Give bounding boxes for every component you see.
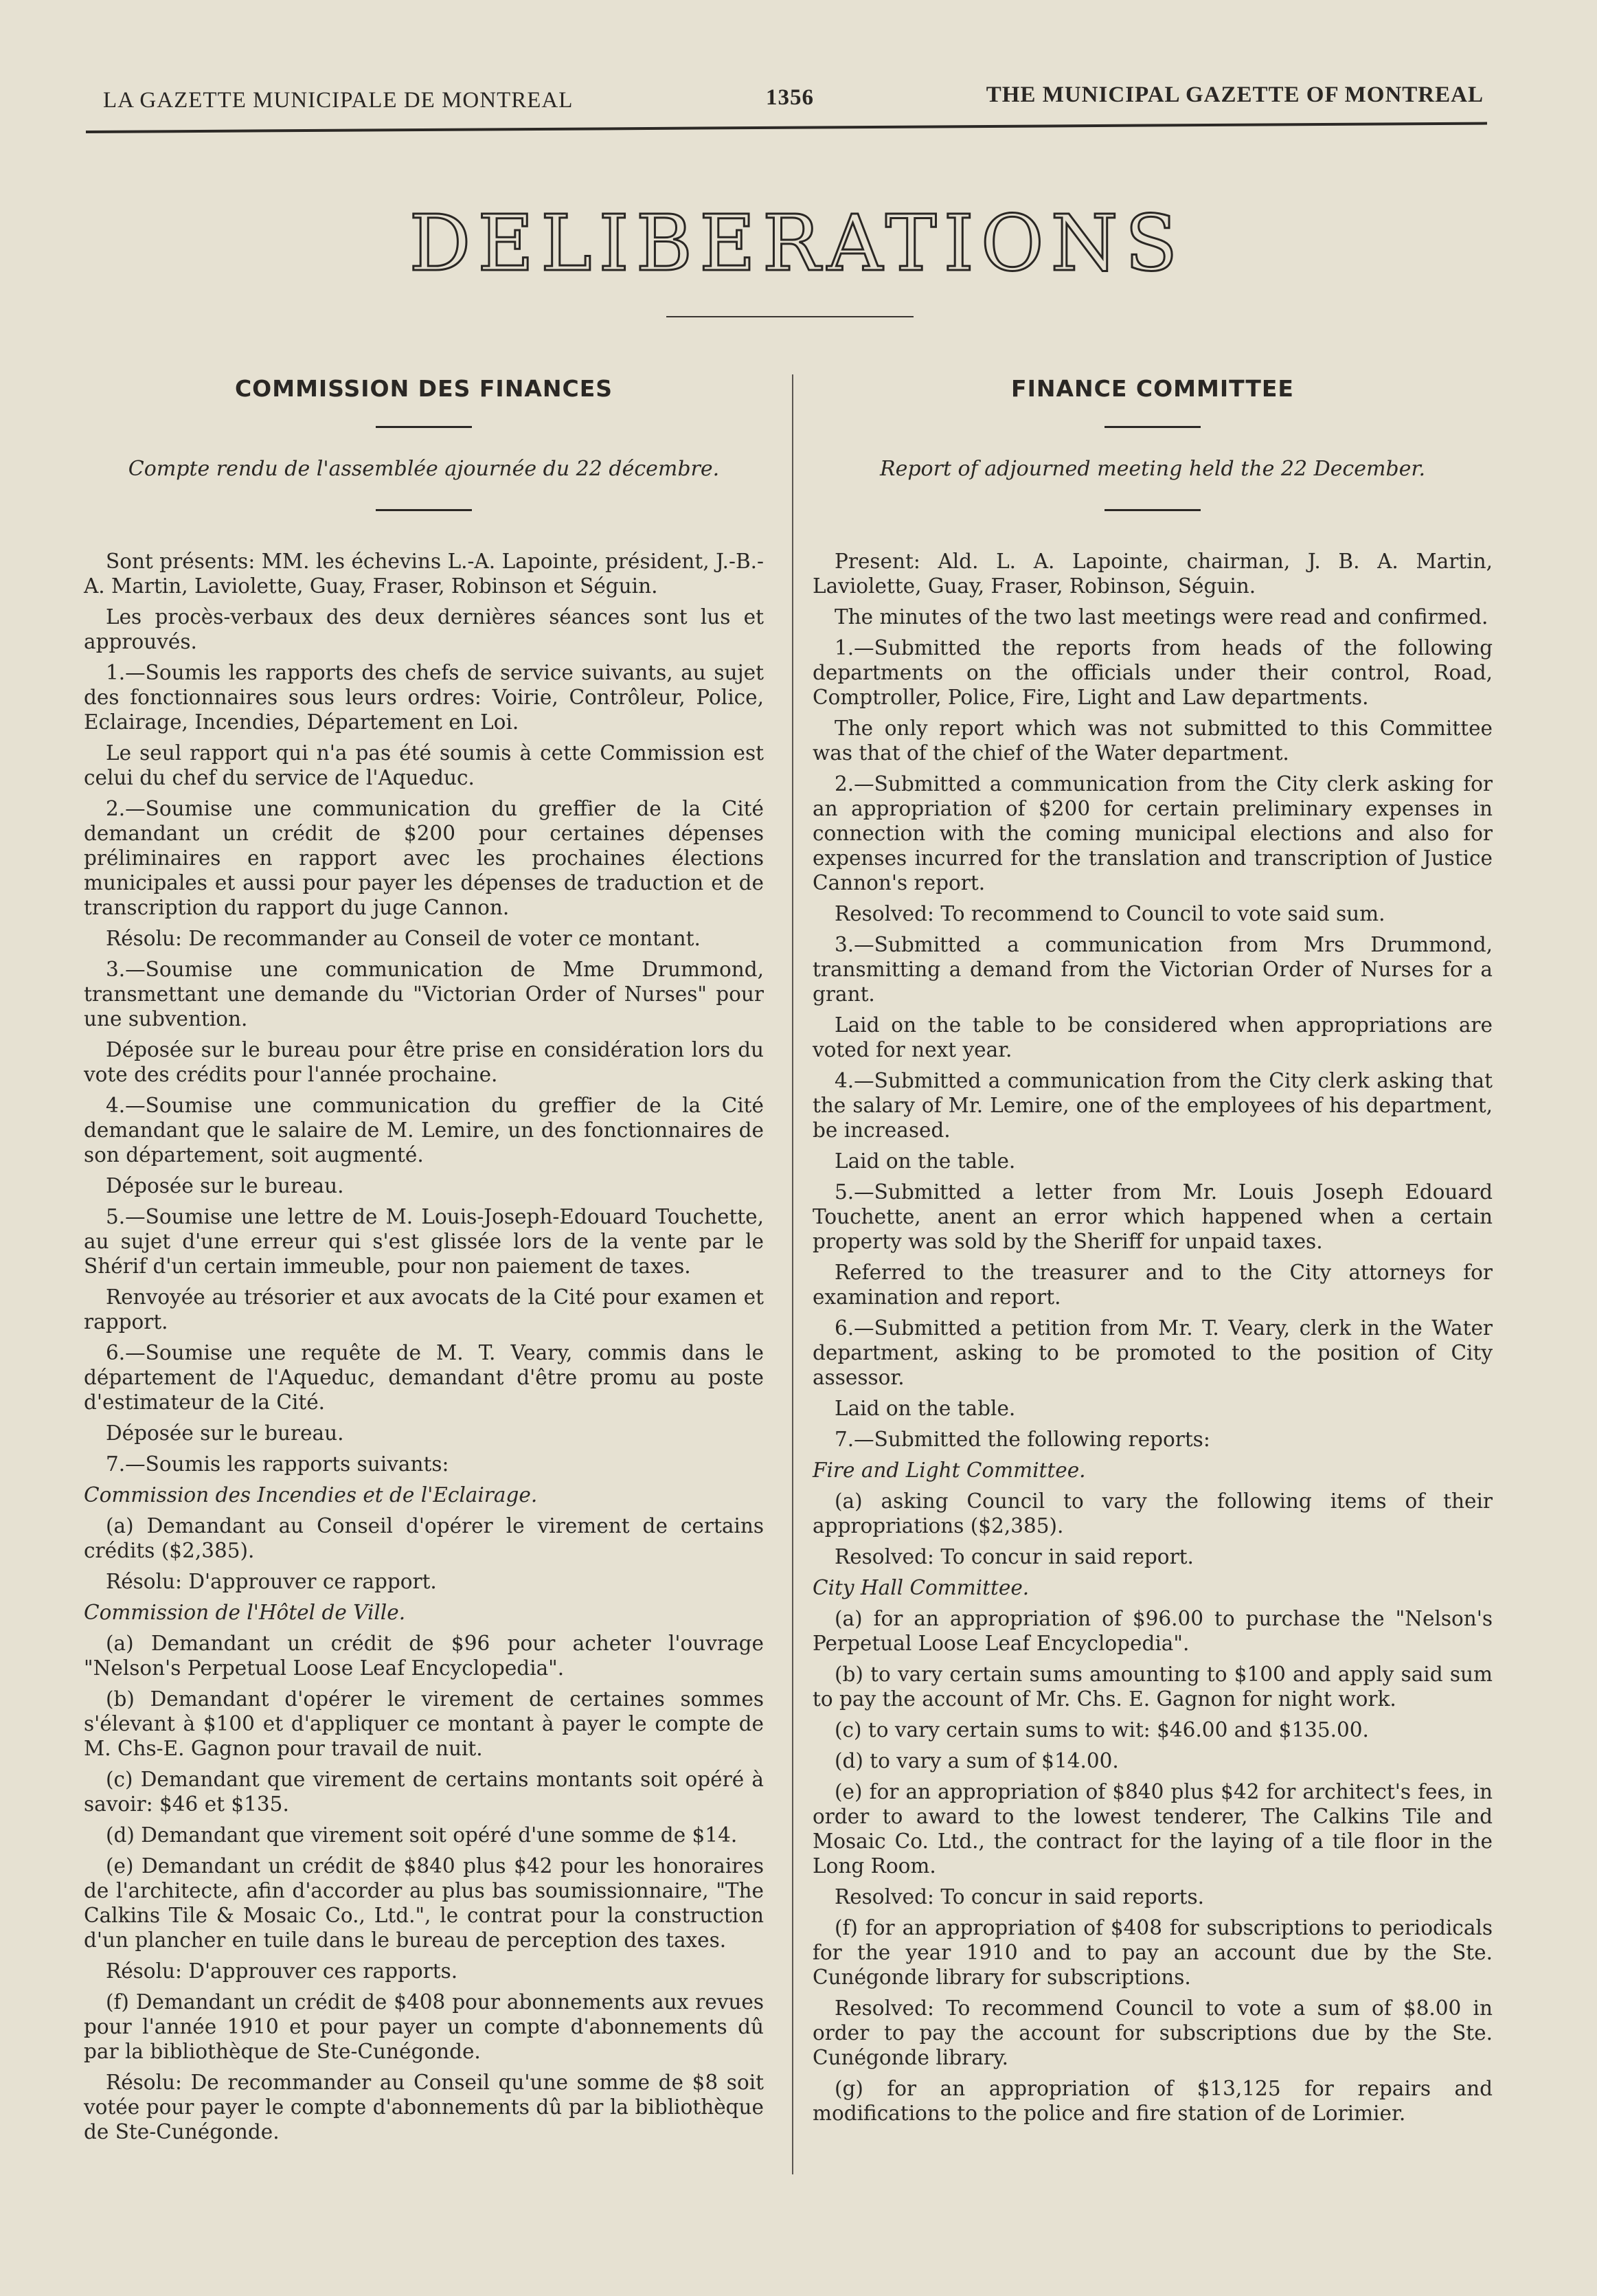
paragraph: Résolu: D'approuver ce rapport. <box>106 1570 437 1593</box>
paragraph: 4.—Submitted a communication from the City clerk asking that the salary of Mr. Lemire, one of the employees of his department, be increased. <box>813 1069 1493 1142</box>
paragraph: Resolved: To concur in said report. <box>835 1545 1194 1568</box>
paragraph: 7.—Submitted the following reports: <box>835 1428 1210 1451</box>
french-column-title: COMMISSION DES FINANCES <box>234 375 613 402</box>
paragraph: 7.—Soumis les rapports suivants: <box>106 1452 449 1476</box>
paragraph: Les procès-verbaux des deux dernières séances sont lus et approuvés. <box>84 605 764 653</box>
paragraph: The minutes of the two last meetings were read and confirmed. <box>835 605 1488 629</box>
paragraph: (e) for an appropriation of $840 plus $42 for architect's fees, in order to award to the lowest tenderer, The Calkins Tile and Mosaic Co. Ltd., the contract for the laying of a tile floor in the Long Room. <box>813 1780 1493 1878</box>
paragraph: 1.—Soumis les rapports des chefs de service suivants, au sujet des fonctionnaires sous leurs ordres: Voirie, Contrôleur, Police, Eclairage, Incendies, Département en Loi. <box>84 661 764 734</box>
paragraph: Present: Ald. L. A. Lapointe, chairman, J. B. A. Martin, Laviolette, Guay, Fraser, Robinson, Séguin. <box>813 550 1493 598</box>
paragraph: 5.—Submitted a letter from Mr. Louis Joseph Edouard Touchette, anent an error which happened when a certain property was sold by the Sheriff for unpaid taxes. <box>813 1180 1493 1253</box>
paragraph: 2.—Submitted a communication from the City clerk asking for an appropriation of $200 for certain preliminary expenses in connection with the coming municipal elections and also for expenses incurred for the translation and transcription of Justice Cannon's report. <box>813 772 1493 894</box>
paragraph: 6.—Submitted a petition from Mr. T. Veary, clerk in the Water department, asking to be promoted to the position of City assessor. <box>813 1316 1493 1389</box>
paragraph: 4.—Soumise une communication du greffier de la Cité demandant que le salaire de M. Lemire, un des fonctionnaires de son département, soit augmenté. <box>84 1094 764 1167</box>
english-column-subtitle: Report of adjourned meeting held the 22 December. <box>880 457 1425 481</box>
committee-heading: Commission des Incendies et de l'Eclairage. <box>84 1483 538 1507</box>
paragraph: 1.—Submitted the reports from heads of the following departments on the officials under their control, Road, Comptroller, Police, Fire, Light and Law departments. <box>813 636 1493 709</box>
paragraph: 3.—Soumise une communication de Mme Drummond, transmettant une demande du "Victorian Order of Nurses" pour une subvention. <box>84 958 764 1031</box>
paragraph: Déposée sur le bureau. <box>106 1174 344 1197</box>
paragraph: Laid on the table. <box>835 1397 1016 1420</box>
paragraph: Resolved: To recommend Council to vote a sum of $8.00 in order to pay the account for subscriptions due by the Ste. Cunégonde library. <box>813 1996 1493 2069</box>
paragraph: (a) Demandant un crédit de $96 pour acheter l'ouvrage "Nelson's Perpetual Loose Leaf Encyclopedia". <box>84 1632 764 1680</box>
title-rule <box>1105 426 1201 428</box>
paragraph: Résolu: De recommander au Conseil de voter ce montant. <box>106 927 701 950</box>
paragraph: (c) Demandant que virement de certains montants soit opéré à savoir: $46 et $135. <box>84 1768 764 1816</box>
header-english-title: THE MUNICIPAL GAZETTE OF MONTREAL <box>986 82 1484 107</box>
paragraph: (a) for an appropriation of $96.00 to purchase the "Nelson's Perpetual Loose Leaf Encyclopedia". <box>813 1607 1493 1655</box>
paragraph: Laid on the table. <box>835 1149 1016 1173</box>
paragraph: (b) Demandant d'opérer le virement de certaines sommes s'élevant à $100 et d'appliquer ce montant à payer le compte de M. Chs-E. Gagnon pour travail de nuit. <box>84 1687 764 1760</box>
title-rule <box>376 426 472 428</box>
paragraph: Resolved: To recommend to Council to vote said sum. <box>835 902 1385 925</box>
paragraph: Résolu: De recommander au Conseil qu'une somme de $8 soit votée pour payer le compte d'abonnements dû par la bibliothèque de Ste-Cunégonde. <box>84 2071 764 2143</box>
paragraph: Résolu: D'approuver ces rapports. <box>106 1959 458 1983</box>
paragraph: (b) to vary certain sums amounting to $100 and apply said sum to pay the account of Mr. Chs. E. Gagnon for night work. <box>813 1663 1493 1711</box>
page-header <box>89 82 1484 124</box>
paragraph: Déposée sur le bureau pour être prise en considération lors du vote des crédits pour l'année prochaine. <box>84 1038 764 1086</box>
paragraph: (f) for an appropriation of $408 for subscriptions to periodicals for the year 1910 and to pay an account due by the Ste. Cunégonde library for subscriptions. <box>813 1916 1493 1989</box>
committee-heading: City Hall Committee. <box>813 1576 1030 1599</box>
english-column-title: FINANCE COMMITTEE <box>1011 375 1294 402</box>
english-column <box>813 364 1493 2132</box>
paragraph: Resolved: To concur in said reports. <box>835 1885 1205 1909</box>
paragraph: (c) to vary certain sums to wit: $46.00 and $135.00. <box>835 1718 1369 1742</box>
paragraph: (f) Demandant un crédit de $408 pour abonnements aux revues pour l'année 1910 et pour payer un compte d'abonnements dû par la bibliothèque de Ste-Cunégonde. <box>84 1990 764 2063</box>
paragraph: Le seul rapport qui n'a pas été soumis à cette Commission est celui du chef du service de l'Aqueduc. <box>84 741 764 789</box>
paragraph: (d) Demandant que virement soit opéré d'une somme de $14. <box>106 1823 738 1847</box>
english-paragraphs <box>813 549 1493 2126</box>
page-number: 1356 <box>766 85 814 110</box>
paragraph: 6.—Soumise une requête de M. T. Veary, commis dans le département de l'Aqueduc, demandant d'être promu au poste d'estimateur de la Cité. <box>84 1341 764 1414</box>
column-divider <box>792 374 793 2174</box>
masthead-rule <box>666 316 914 317</box>
paragraph: 2.—Soumise une communication du greffier de la Cité demandant un crédit de $200 pour certaines dépenses préliminaires en rapport avec les prochaines élections municipales et aussi pour payer les dépenses de traduction et de transcription du rapport du juge Cannon. <box>84 797 764 919</box>
subtitle-rule <box>1105 509 1201 511</box>
paragraph: (d) to vary a sum of $14.00. <box>835 1749 1119 1772</box>
header-rule <box>86 122 1487 133</box>
french-paragraphs <box>84 549 764 2144</box>
paragraph: Sont présents: MM. les échevins L.-A. Lapointe, président, J.-B.-A. Martin, Laviolette, Guay, Fraser, Robinson et Séguin. <box>84 550 764 598</box>
committee-heading: Commission de l'Hôtel de Ville. <box>84 1601 406 1624</box>
paragraph: (e) Demandant un crédit de $840 plus $42 pour les honoraires de l'architecte, afin d'accorder au plus bas soumissionnaire, "The Calkins Tile & Mosaic Co., Ltd.", le contrat pour la construction d'un plancher en tuile dans le bureau de perception des taxes. <box>84 1854 764 1952</box>
french-column-subtitle: Compte rendu de l'assemblée ajournée du 22 décembre. <box>128 457 720 481</box>
paragraph: (a) asking Council to vary the following items of their appropriations ($2,385). <box>813 1489 1493 1538</box>
paragraph: 5.—Soumise une lettre de M. Louis-Joseph-Edouard Touchette, au sujet d'une erreur qui s'est glissée lors de la vente par le Shérif d'un certain immeuble, pour non paiement de taxes. <box>84 1205 764 1278</box>
paragraph: 3.—Submitted a communication from Mrs Drummond, transmitting a demand from the Victorian Order of Nurses for a grant. <box>813 933 1493 1006</box>
deliberations-masthead: DELIBERATIONS <box>409 199 1185 289</box>
header-french-title: LA GAZETTE MUNICIPALE DE MONTREAL <box>103 88 574 113</box>
paragraph: Déposée sur le bureau. <box>106 1421 344 1445</box>
paragraph: (g) for an appropriation of $13,125 for repairs and modifications to the police and fire station of de Lorimier. <box>813 2077 1493 2125</box>
paragraph: (a) Demandant au Conseil d'opérer le virement de certains crédits ($2,385). <box>84 1514 764 1562</box>
committee-heading: Fire and Light Committee. <box>813 1459 1086 1482</box>
paragraph: Renvoyée au trésorier et aux avocats de la Cité pour examen et rapport. <box>84 1285 764 1333</box>
paragraph: The only report which was not submitted to this Committee was that of the chief of the Water department. <box>813 717 1493 765</box>
paragraph: Laid on the table to be considered when appropriations are voted for next year. <box>813 1013 1493 1061</box>
paragraph: Referred to the treasurer and to the City attorneys for examination and report. <box>813 1261 1493 1309</box>
subtitle-rule <box>376 509 472 511</box>
french-column <box>84 364 764 2150</box>
